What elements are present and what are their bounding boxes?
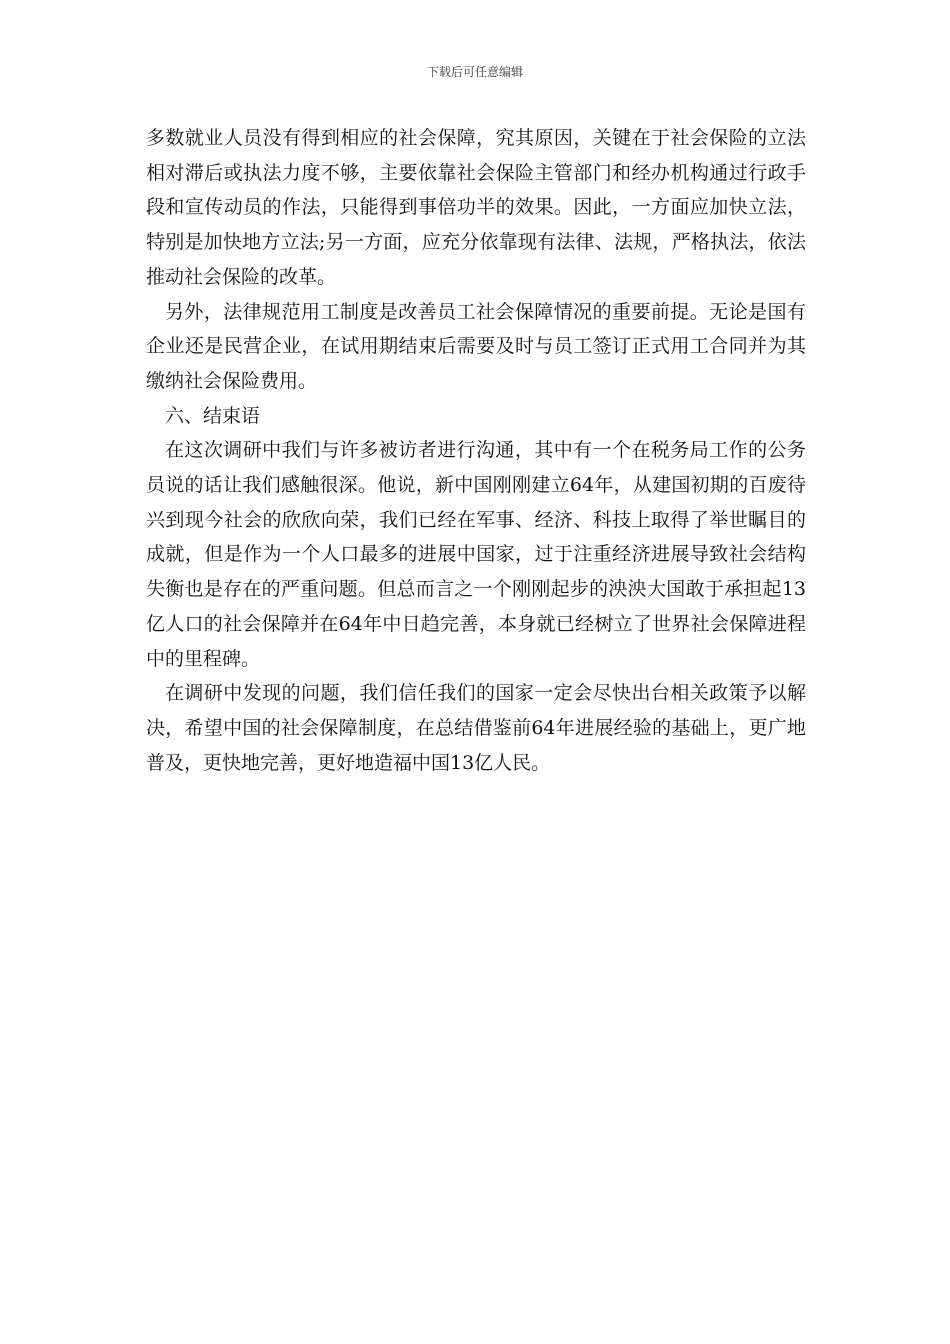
paragraph-closing-hope: 在调研中发现的问题，我们信任我们的国家一定会尽快出台相关政策予以解决，希望中国的社会保障制度，在总结借鉴前64年进展经验的基础上，更广地普及，更快地完善，更好地造福中国13亿人民。 — [146, 682, 806, 774]
paragraph-interview-reflection: 在这次调研中我们与许多被访者进行沟通，其中有一个在税务局工作的公务员说的话让我们感触很深。他说，新中国刚刚建立64年，从建国初期的百废待兴到现今社会的欣欣向荣，我们已经在军事、经济、科技上取得了举世瞩目的成就，但是作为一个人口最多的进展中国家，过于注重经济进展导致社会结构失衡也是存在的严重问题。但总而言之一个刚刚起步的泱泱大国敢于承担起13亿人口的社会保障并在64年中日趋完善，本身就已经树立了世界社会保障进程中的里程碑。 — [146, 439, 806, 670]
section-heading-conclusion: 六、结束语 — [165, 404, 261, 427]
paragraph-employment-contracts: 另外，法律规范用工制度是改善员工社会保障情况的重要前提。无论是国有企业还是民营企业，在试用期结束后需要及时与员工签订正式用工合同并为其缴纳社会保险费用。 — [146, 300, 806, 392]
page-header-note: 下载后可任意编辑 — [426, 65, 523, 79]
paragraph-legislation: 多数就业人员没有得到相应的社会保障，究其原因，关键在于社会保险的立法相对滞后或执法力度不够，主要依靠社会保险主管部门和经办机构通过行政手段和宣传动员的作法，只能得到事倍功半的效果。因此，一方面应加快立法，特别是加快地方立法;另一方面，应充分依靠现有法律、法规，严格执法，依法推动社会保险的改革。 — [146, 127, 806, 288]
document-body — [146, 121, 806, 780]
